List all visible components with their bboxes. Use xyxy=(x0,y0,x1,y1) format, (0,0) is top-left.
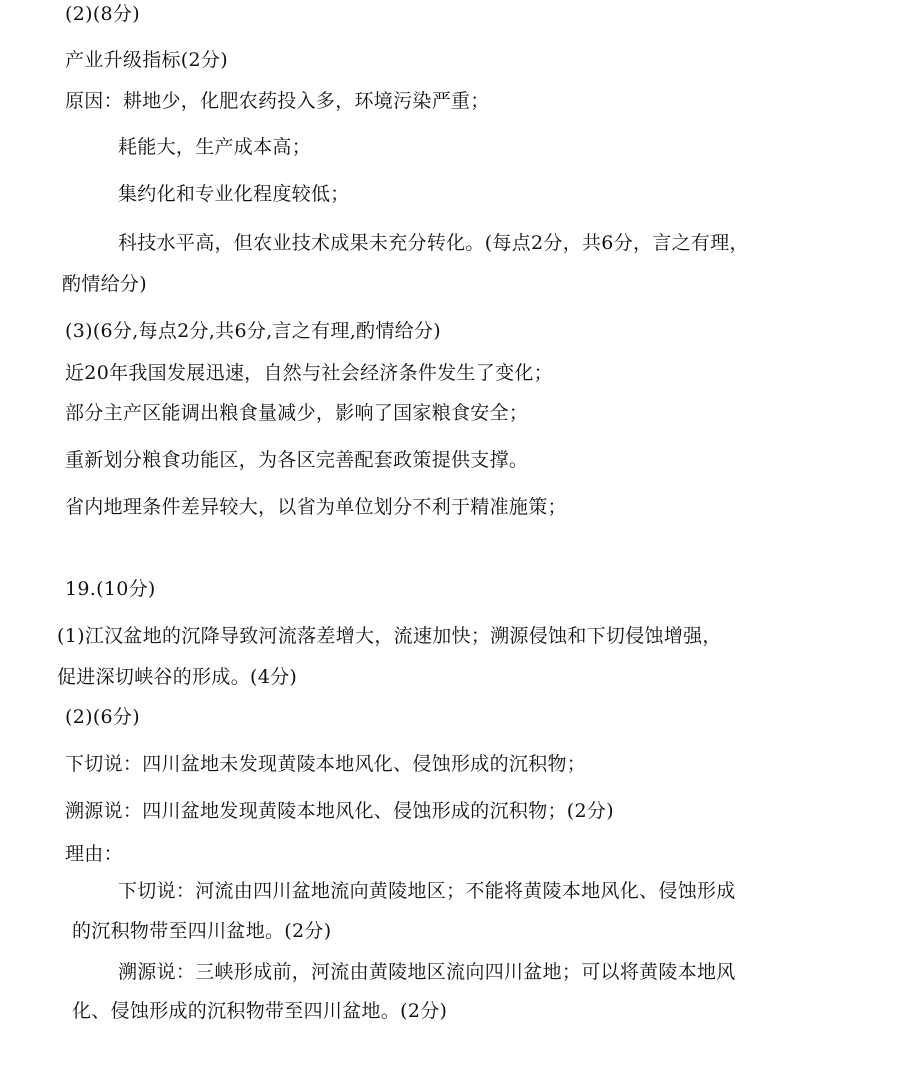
reason-line-2: 耗能大，生产成本高； xyxy=(118,136,312,158)
reason-line-3: 集约化和专业化程度较低； xyxy=(118,183,350,205)
downcut-reason-line2: 的沉积物带至四川盆地。(2分) xyxy=(72,920,332,942)
theory-headward: 溯源说：四川盆地发现黄陵本地风化、侵蚀形成的沉积物；(2分) xyxy=(65,800,614,822)
theory-downcut: 下切说：四川盆地未发现黄陵本地风化、侵蚀形成的沉积物； xyxy=(65,753,587,775)
headward-reason-line2: 化、侵蚀形成的沉积物带至四川盆地。(2分) xyxy=(72,1000,448,1022)
reason-line-4a: 科技水平高，但农业技术成果未充分转化。(每点2分，共6分，言之有理， xyxy=(118,232,749,254)
q18-part2-header: (2)(8分) xyxy=(65,3,140,25)
q19-header: 19.(10分) xyxy=(65,578,156,600)
reason-label: 理由： xyxy=(65,843,123,865)
q19-part1-line1: (1)江汉盆地的沉降导致河流落差增大，流速加快；溯源侵蚀和下切侵蚀增强， xyxy=(57,625,722,647)
q19-part2-header: (2)(6分) xyxy=(65,706,140,728)
part3-item-2: 部分主产区能调出粮食量减少，影响了国家粮食安全； xyxy=(65,402,529,424)
part3-item-3: 重新划分粮食功能区，为各区完善配套政策提供支撑。 xyxy=(65,449,529,471)
part3-item-4: 省内地理条件差异较大，以省为单位划分不利于精准施策； xyxy=(65,496,567,518)
headward-reason-line1: 溯源说：三峡形成前，河流由黄陵地区流向四川盆地；可以将黄陵本地风 xyxy=(118,961,736,983)
reason-line-1: 原因：耕地少，化肥农药投入多，环境污染严重； xyxy=(65,90,490,112)
q19-part1-line2: 促进深切峡谷的形成。(4分) xyxy=(57,666,298,688)
indicator-line: 产业升级指标(2分) xyxy=(65,49,228,71)
downcut-reason-line1: 下切说：河流由四川盆地流向黄陵地区；不能将黄陵本地风化、侵蚀形成 xyxy=(118,880,736,902)
part3-item-1: 近20年我国发展迅速，自然与社会经济条件发生了变化； xyxy=(65,362,553,384)
reason-line-4b: 酌情给分) xyxy=(62,273,147,295)
q18-part3-header: (3)(6分,每点2分,共6分,言之有理,酌情给分) xyxy=(65,320,441,342)
